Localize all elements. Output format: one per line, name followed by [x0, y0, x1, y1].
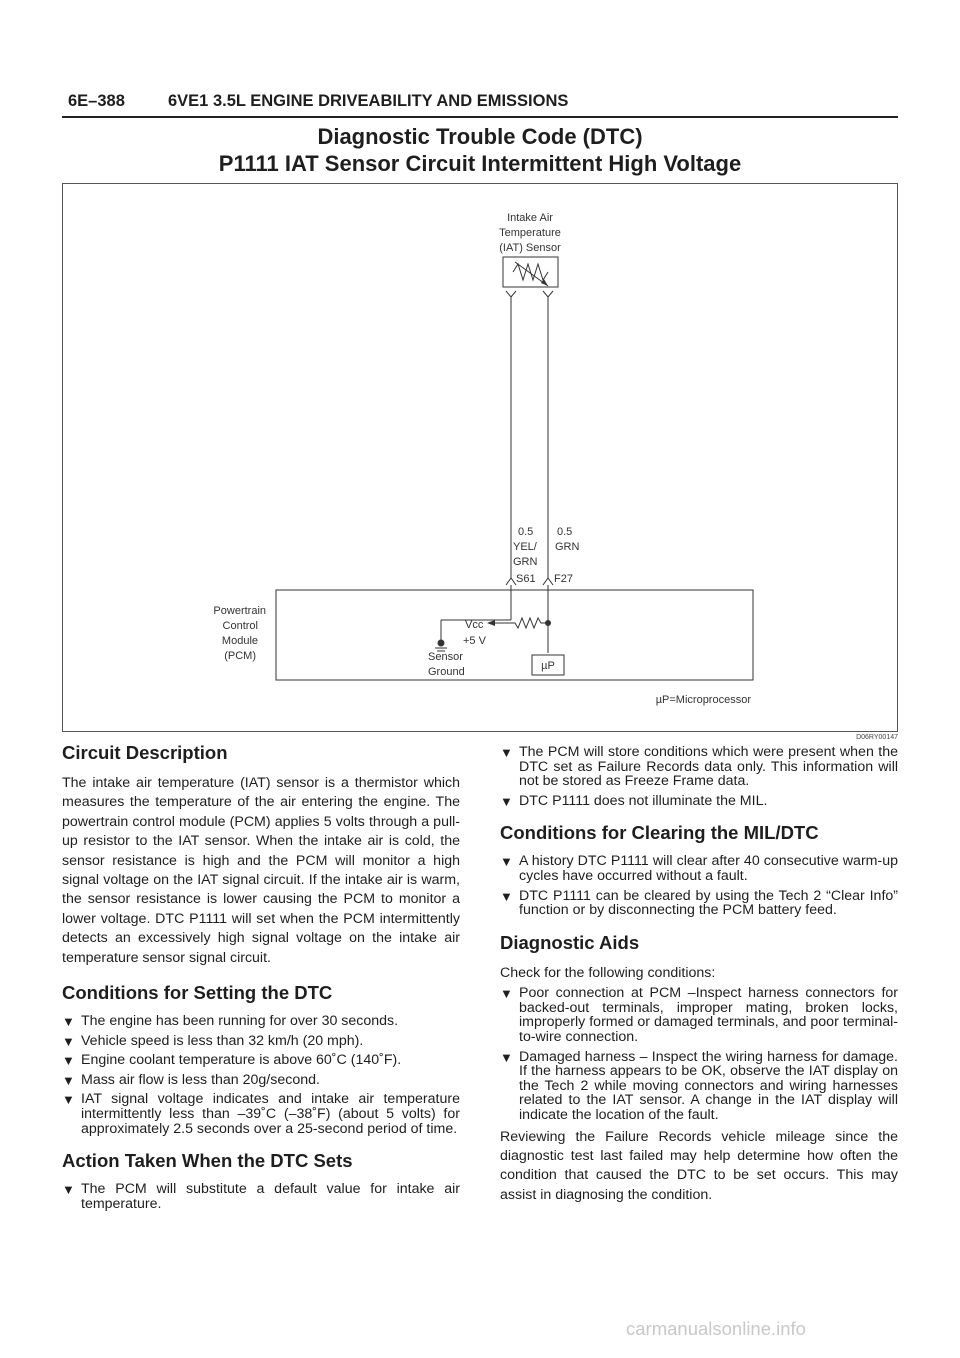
bullet-icon: ▼: [500, 986, 513, 1002]
wiring-diagram: [62, 183, 898, 732]
list-item: ▼ The PCM will substitute a default value for intake air temperature.: [62, 1181, 460, 1212]
page-number: 6E–388: [68, 92, 125, 110]
list-item: ▼ DTC P1111 can be cleared by using the Tech 2 “Clear Info” function or by disconnecting the PCM battery feed.: [500, 887, 898, 919]
conditions-clearing-heading: Conditions for Clearing the MIL/DTC: [500, 822, 819, 844]
sensor-connector-left: [506, 291, 516, 297]
bullet-icon: ▼: [500, 854, 513, 870]
bullet-icon: ▼: [62, 1072, 75, 1088]
bullet-icon: ▼: [500, 793, 513, 809]
action-taken-list-part1: [62, 1182, 460, 1211]
pcm-label-line4: (PCM): [224, 650, 256, 662]
diagram-legend: µP=Microprocessor: [655, 694, 751, 706]
pin-right-label: F27: [554, 573, 573, 585]
list-item: ▼ Engine coolant temperature is above 60˚C (140˚F).: [62, 1052, 402, 1069]
header-rule: [62, 116, 898, 118]
diagnostic-aids-closing: Reviewing the Failure Records vehicle mileage since the diagnostic test last failed may help determine how often the condition that caused the DTC to be set occurs. This may assist in diagnosing the condition.: [500, 1128, 898, 1203]
bullet-icon: ▼: [62, 1033, 75, 1049]
bullet-icon: ▼: [62, 1092, 75, 1108]
list-item: ▼ A history DTC P1111 will clear after 40 consecutive warm-up cycles have occurred without a fault.: [500, 853, 898, 884]
bullet-icon: ▼: [62, 1014, 75, 1030]
action-taken-list-part2: [500, 745, 898, 808]
sensor-label-line2: Temperature: [499, 227, 561, 239]
sensor-label-line3: (IAT) Sensor: [499, 242, 561, 254]
wire-left-gauge: 0.5: [518, 526, 534, 538]
bullet-icon: ▼: [500, 745, 513, 760]
diagnostic-aids-intro: Check for the following conditions:: [500, 964, 716, 981]
vcc-label-line1: Vcc: [465, 619, 484, 631]
wire-left-color1: YEL/: [513, 541, 537, 553]
diagnostic-aids-heading: Diagnostic Aids: [500, 931, 640, 953]
list-item: ▼ Vehicle speed is less than 32 km/h (20 mph).: [62, 1032, 364, 1049]
figure-code: D06RY00147: [856, 734, 898, 741]
conditions-setting-heading: Conditions for Setting the DTC: [62, 982, 333, 1004]
pcm-box: [276, 590, 753, 680]
section-title: 6VE1 3.5L ENGINE DRIVEABILITY AND EMISSIONS: [168, 92, 569, 110]
list-item: ▼ Mass air flow is less than 20g/second.: [62, 1071, 320, 1088]
conditions-setting-list: [62, 1014, 460, 1136]
page-title-line2: P1111 IAT Sensor Circuit Intermittent High Voltage: [218, 151, 742, 176]
pcm-connector-right: [543, 578, 553, 585]
wire-right-gauge: 0.5: [557, 526, 573, 538]
conditions-clearing-list: [500, 854, 898, 917]
diagnostic-aids-list: [500, 986, 898, 1122]
iat-sensor-symbol: [503, 257, 558, 287]
pcm-connector-left: [506, 578, 516, 585]
page-title-line1: Diagnostic Trouble Code (DTC): [317, 124, 643, 149]
left-column: [62, 740, 460, 1223]
vcc-label-line2: +5 V: [463, 635, 486, 647]
bullet-icon: ▼: [62, 1053, 75, 1069]
bullet-icon: ▼: [62, 1182, 75, 1198]
sensor-label-line1: Intake Air: [507, 212, 553, 224]
wire-left-color2: GRN: [513, 556, 538, 568]
bullet-icon: ▼: [500, 888, 513, 904]
wiring-diagram-svg: [63, 184, 899, 733]
sensor-connector-right: [543, 291, 553, 297]
pcm-label-line2: Control: [222, 620, 258, 632]
list-item: ▼ Poor connection at PCM –Inspect harness connectors for backed-out terminals, improper mating, broken locks, improperly formed or damaged terminals, and poor terminal-to-wire connection.: [500, 985, 898, 1045]
microprocessor-label: µP: [541, 660, 555, 672]
circuit-description-text: The intake air temperature (IAT) sensor is a thermistor which measures the temperature of the air entering the engine. The powertrain control module (PCM) applies 5 volts through a pull-up resistor to the IAT sensor. When the intake air is cold, the sensor resistance is high and the PCM will monitor a high signal voltage on the IAT signal circuit. If the intake air is warm, the sensor resistance is lower causing the PCM to monitor a lower voltage. DTC P1111 will set when the PCM intermittently detects an excessively high signal voltage on the intake air temperature sensor signal circuit.: [62, 775, 460, 966]
pin-left-label: S61: [516, 573, 536, 585]
list-item: ▼ The PCM will store conditions which were present when the DTC set as Failure Records data only. This information will not be stored as Freeze Frame data.: [500, 744, 898, 790]
pcm-label-line3: Module: [221, 635, 258, 647]
action-taken-heading: Action Taken When the DTC Sets: [62, 1150, 353, 1172]
ground-label-line1: Sensor: [428, 651, 463, 663]
list-item: ▼ The engine has been running for over 30 seconds.: [62, 1013, 399, 1030]
list-item: ▼ IAT signal voltage indicates and intake air temperature intermittently less than –39˚C (–38˚F) (about 5 volts) for approximately 2.5 seconds over a 25-second period of time.: [62, 1091, 460, 1137]
list-item: ▼ Damaged harness – Inspect the wiring harness for damage. If the harness appears to be OK, observe the IAT display on the Tech 2 while moving connectors and wiring harnesses related to the IAT sensor. A change in the IAT display will indicate the location of the fault.: [500, 1048, 898, 1123]
ground-label-line2: Ground: [428, 666, 465, 678]
bullet-icon: ▼: [500, 1049, 513, 1065]
pcm-label-line1: Powertrain: [213, 605, 266, 617]
watermark: carmanualsonline.info: [626, 1318, 806, 1339]
list-item: ▼ DTC P1111 does not illuminate the MIL.: [500, 792, 768, 809]
circuit-description-heading: Circuit Description: [62, 742, 228, 763]
wire-right-color: GRN: [555, 541, 580, 553]
right-column: [500, 740, 898, 1217]
